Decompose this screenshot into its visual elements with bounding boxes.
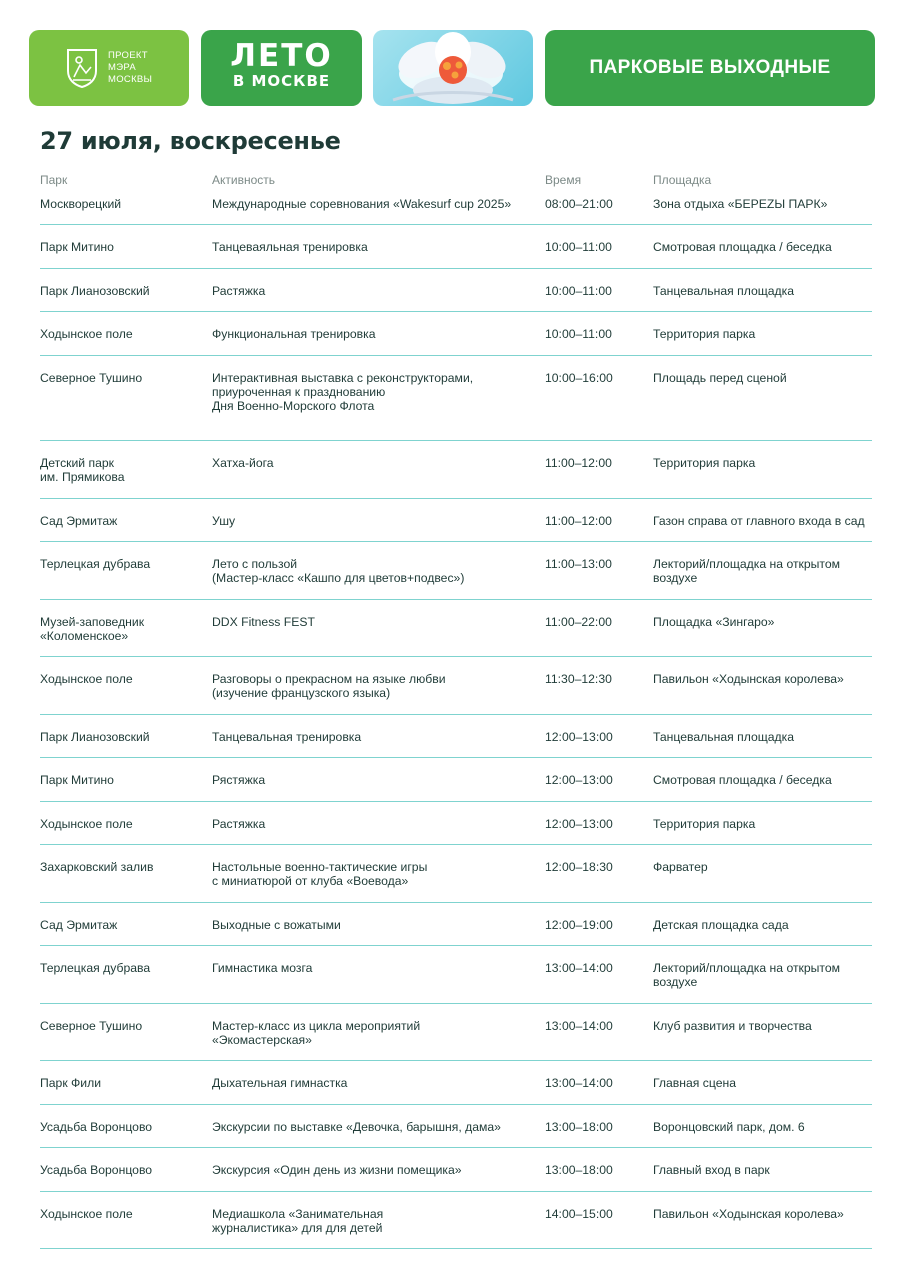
- activity-cell: Лето с пользой (Мастер-класс «Кашпо для цветов+подвес»): [212, 557, 465, 585]
- row-divider: [40, 498, 872, 499]
- activity-cell: DDX Fitness FEST: [212, 615, 315, 629]
- park-cell: Музей-заповедник «Коломенское»: [40, 615, 145, 643]
- row-divider: [40, 599, 872, 600]
- activity-cell: Настольные военно-тактические игры с миниатюрой от клуба «Воевода»: [212, 860, 428, 888]
- park-cell: Сад Эрмитаж: [40, 514, 118, 528]
- column-header-time: Время: [545, 173, 582, 187]
- venue-cell: Территория парка: [653, 327, 756, 341]
- venue-cell: Главный вход в парк: [653, 1163, 770, 1177]
- time-cell: 13:00–18:00: [545, 1120, 613, 1134]
- venue-cell: Смотровая площадка / беседка: [653, 773, 832, 787]
- activity-cell: Танцевальная тренировка: [212, 730, 362, 744]
- time-cell: 12:00–13:00: [545, 730, 613, 744]
- time-cell: 11:00–22:00: [545, 615, 612, 629]
- park-cell: Ходынское поле: [40, 327, 133, 341]
- park-cell: Парк Фили: [40, 1076, 102, 1090]
- activity-cell: Растяжка: [212, 284, 266, 298]
- time-cell: 12:00–13:00: [545, 817, 613, 831]
- column-header-activity: Активность: [212, 173, 276, 187]
- time-cell: 14:00–15:00: [545, 1207, 613, 1221]
- time-cell: 11:00–13:00: [545, 557, 612, 571]
- park-cell: Москворецкий: [40, 197, 122, 211]
- row-divider: [40, 224, 872, 225]
- venue-cell: Павильон «Ходынская королева»: [653, 672, 844, 686]
- time-cell: 13:00–14:00: [545, 1019, 613, 1033]
- venue-cell: Смотровая площадка / беседка: [653, 240, 832, 254]
- venue-cell: Лекторий/площадка на открытом воздухе: [653, 961, 841, 989]
- row-divider: [40, 1104, 872, 1105]
- activity-cell: Хатха-йога: [212, 456, 274, 470]
- time-cell: 13:00–14:00: [545, 961, 613, 975]
- park-cell: Парк Лианозовский: [40, 730, 150, 744]
- row-divider: [40, 541, 872, 542]
- column-header-venue: Площадка: [653, 173, 712, 187]
- activity-cell: Ушу: [212, 514, 236, 528]
- time-cell: 11:30–12:30: [545, 672, 612, 686]
- time-cell: 10:00–11:00: [545, 327, 612, 341]
- park-cell: Усадьба Воронцово: [40, 1120, 153, 1134]
- venue-cell: Павильон «Ходынская королева»: [653, 1207, 844, 1221]
- park-cell: Терлецкая дубрава: [40, 557, 151, 571]
- time-cell: 13:00–14:00: [545, 1076, 613, 1090]
- leto-logo-big: ЛЕТО: [230, 38, 333, 74]
- activity-cell: Разговоры о прекрасном на языке любви (изучение французского языка): [212, 672, 446, 700]
- activity-cell: Дыхательная гимнастка: [212, 1076, 348, 1090]
- row-divider: [40, 656, 872, 657]
- activity-cell: Гимнастика мозга: [212, 961, 313, 975]
- column-header-park: Парк: [40, 173, 68, 187]
- row-divider: [40, 1191, 872, 1192]
- row-divider: [40, 801, 872, 802]
- park-cell: Сад Эрмитаж: [40, 918, 118, 932]
- row-divider: [40, 311, 872, 312]
- venue-cell: Площадь перед сценой: [653, 371, 787, 385]
- park-cell: Ходынское поле: [40, 1207, 133, 1221]
- row-divider: [40, 844, 872, 845]
- activity-cell: Танцеваяльная тренировка: [212, 240, 368, 254]
- activity-cell: Интерактивная выставка с реконструкторами, приуроченная к празднованию Дня Военно-Морского Флота: [212, 371, 474, 413]
- project-line-3: МОСКВЫ: [108, 74, 153, 85]
- venue-cell: Фарватер: [653, 860, 708, 874]
- row-divider: [40, 757, 872, 758]
- venue-cell: Зона отдыха «БЕРЕZЫ ПАРК»: [653, 197, 828, 211]
- venue-cell: Площадка «Зингаро»: [653, 615, 775, 629]
- park-cell: Парк Митино: [40, 773, 114, 787]
- park-cell: Детский парк им. Прямикова: [40, 456, 125, 484]
- venue-cell: Детская площадка сада: [653, 918, 789, 932]
- time-cell: 12:00–18:30: [545, 860, 613, 874]
- activity-cell: Мастер-класс из цикла мероприятий «Экомастерская»: [212, 1019, 421, 1047]
- venue-cell: Территория парка: [653, 817, 756, 831]
- row-divider: [40, 945, 872, 946]
- row-divider: [40, 355, 872, 356]
- park-cell: Ходынское поле: [40, 672, 133, 686]
- project-line-2: МЭРА: [108, 62, 136, 73]
- park-cell: Северное Тушино: [40, 371, 143, 385]
- row-divider: [40, 714, 872, 715]
- time-cell: 08:00–21:00: [545, 197, 613, 211]
- page-title: 27 июля, воскресенье: [40, 127, 341, 155]
- activity-cell: Выходные с вожатыми: [212, 918, 341, 932]
- time-cell: 12:00–13:00: [545, 773, 613, 787]
- row-divider: [40, 268, 872, 269]
- activity-cell: Экскурсия «Один день из жизни помещика»: [212, 1163, 462, 1177]
- park-cell: Северное Тушино: [40, 1019, 143, 1033]
- time-cell: 11:00–12:00: [545, 456, 612, 470]
- activity-cell: Медиашкола «Занимательная журналистика» для для детей: [212, 1207, 384, 1235]
- activity-cell: Рястяжка: [212, 773, 266, 787]
- venue-cell: Газон справа от главного входа в сад: [653, 514, 865, 528]
- venue-cell: Танцевальная площадка: [653, 284, 795, 298]
- venue-cell: Клуб развития и творчества: [653, 1019, 812, 1033]
- activity-cell: Растяжка: [212, 817, 266, 831]
- time-cell: 10:00–11:00: [545, 240, 612, 254]
- row-divider: [40, 1248, 872, 1249]
- venue-cell: Главная сцена: [653, 1076, 736, 1090]
- venue-cell: Лекторий/площадка на открытом воздухе: [653, 557, 841, 585]
- park-cell: Парк Митино: [40, 240, 114, 254]
- park-cell: Парк Лианозовский: [40, 284, 150, 298]
- project-line-1: ПРОЕКТ: [108, 50, 148, 61]
- row-divider: [40, 1147, 872, 1148]
- venue-cell: Воронцовский парк, дом. 6: [653, 1120, 805, 1134]
- time-cell: 10:00–16:00: [545, 371, 613, 385]
- row-divider: [40, 1003, 872, 1004]
- park-cell: Захарковский залив: [40, 860, 154, 874]
- leto-logo-small: В МОСКВЕ: [232, 72, 331, 90]
- row-divider: [40, 440, 872, 441]
- park-cell: Усадьба Воронцово: [40, 1163, 153, 1177]
- row-divider: [40, 1060, 872, 1061]
- time-cell: 13:00–18:00: [545, 1163, 613, 1177]
- time-cell: 11:00–12:00: [545, 514, 612, 528]
- time-cell: 10:00–11:00: [545, 284, 612, 298]
- park-cell: Ходынское поле: [40, 817, 133, 831]
- venue-cell: Территория парка: [653, 456, 756, 470]
- row-divider: [40, 902, 872, 903]
- activity-cell: Международные соревнования «Wakesurf cup 2025»: [212, 197, 512, 211]
- park-cell: Терлецкая дубрава: [40, 961, 151, 975]
- activity-cell: Экскурсии по выставке «Девочка, барышня, дама»: [212, 1120, 501, 1134]
- park-weekends-title: ПАРКОВЫЕ ВЫХОДНЫЕ: [589, 57, 831, 78]
- activity-cell: Функциональная тренировка: [212, 327, 376, 341]
- venue-cell: Танцевальная площадка: [653, 730, 795, 744]
- time-cell: 12:00–19:00: [545, 918, 613, 932]
